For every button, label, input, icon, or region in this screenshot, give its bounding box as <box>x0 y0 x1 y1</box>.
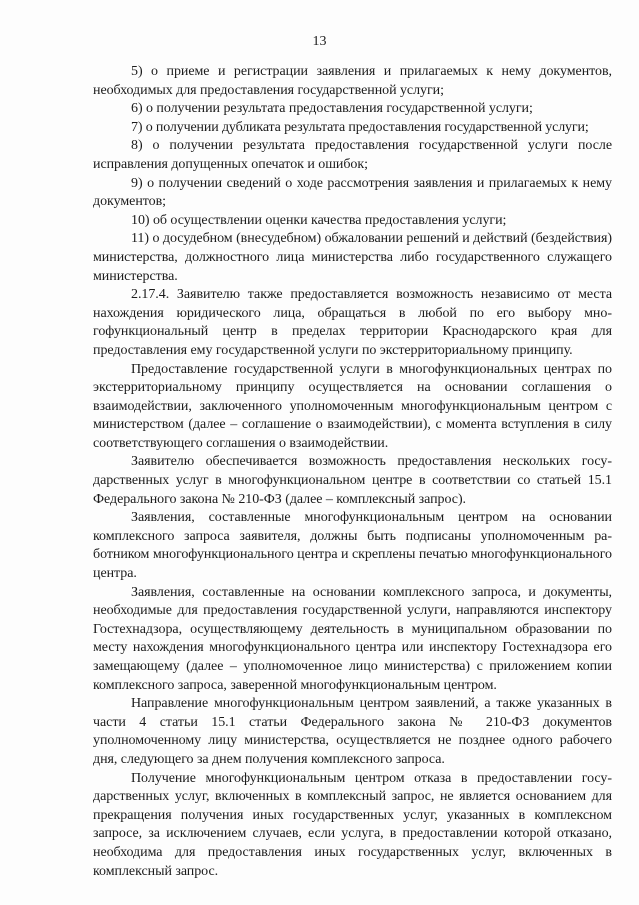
paragraph-2-17-4: 2.17.4. Заявителю также предоставляется возможность независимо от места нахождения юридического лица, обращаться в любой по его выбору многофункциональный центр в пределах территории Краснодарского края для предоставления ему государственной услуги по экстерриториальному принципу. <box>93 287 612 358</box>
list-item-6: 6) о получении результата предоставления государственной услуги; <box>131 101 533 117</box>
list-item-9: 9) о получении сведений о ходе рассмотрения заявления и прилагаемых к нему документов; <box>93 175 612 210</box>
page-body <box>93 63 612 881</box>
paragraph-refusal: Получение многофункциональным центром отказа в предоставлении государственных услуг, включенных в комплексный запрос, не является основанием для прекращения получения иных государственных услуг, указанных в комплексном запросе, за исключением случаев, если услуга, в предоставлении которой отказано, необходима для предоставления иных государственных услуг, включенных в комплексный запрос. <box>93 770 612 879</box>
list-item-11: 11) о досудебном (внесудебном) обжаловании решений и действий (бездействия) министерства, должностного лица министерства либо государственного служащего министерства. <box>93 231 612 284</box>
list-item-8: 8) о получении результата предоставления государственной услуги после исправления допущенных опечаток и ошибок; <box>93 138 612 172</box>
paragraph-applications-signed: Заявления, составленные многофункциональным центром на основании комплексного запроса заявителя, должны быть подписаны уполномоченным работником многофункционального центра и скреплены печатью многофункционального центра. <box>93 510 612 582</box>
paragraph-extraterritorial: Предоставление государственной услуги в многофункциональных центрах по экстерриториальному принципу осуществляется на основании соглашения о взаимодействии, заключенного уполномоченным многофункциональным центром с министерством (далее – соглашение о взаимодействии), с момента вступления в силу соответствующего соглашения о взаимодействии. <box>93 361 612 451</box>
list-item-5: 5) о приеме и регистрации заявления и прилагаемых к нему документов, необходимых для предоставления государственной услуги; <box>93 64 612 98</box>
list-item-10: 10) об осуществлении оценки качества предоставления услуги; <box>131 212 507 228</box>
page-number: 13 <box>312 34 327 49</box>
paragraph-complex-request: Заявителю обеспечивается возможность предоставления нескольких государственных услуг в многофункциональном центре в соответствии со статьей 15.1 Федерального закона № 210-ФЗ (далее – комплексный запрос). <box>93 454 612 507</box>
paragraph-applications-sent: Заявления, составленные на основании комплексного запроса, и документы, необходимые для предоставления государственной услуги, направляются инспектору Гостехнадзора, осуществляющему деятельность в муниципальном образовании по месту нахождения многофункционального центра или инспектору Гостехнадзора его замещающему (далее – уполномоченное лицо министерства) с приложением копии комплексного запроса, заверенной многофункциональным центром. <box>93 584 612 693</box>
list-item-7: 7) о получении дубликата результата предоставления государственной услуги; <box>131 119 589 135</box>
paragraph-sending-deadline: Направление многофункциональным центром заявлений, а также указанных в части 4 статьи 15.1 статьи Федерального закона № 210-ФЗ документов уполномоченному лицу министерства, осуществляется не позднее одного рабочего дня, следующего за днем получения комплексного запроса. <box>93 696 612 767</box>
